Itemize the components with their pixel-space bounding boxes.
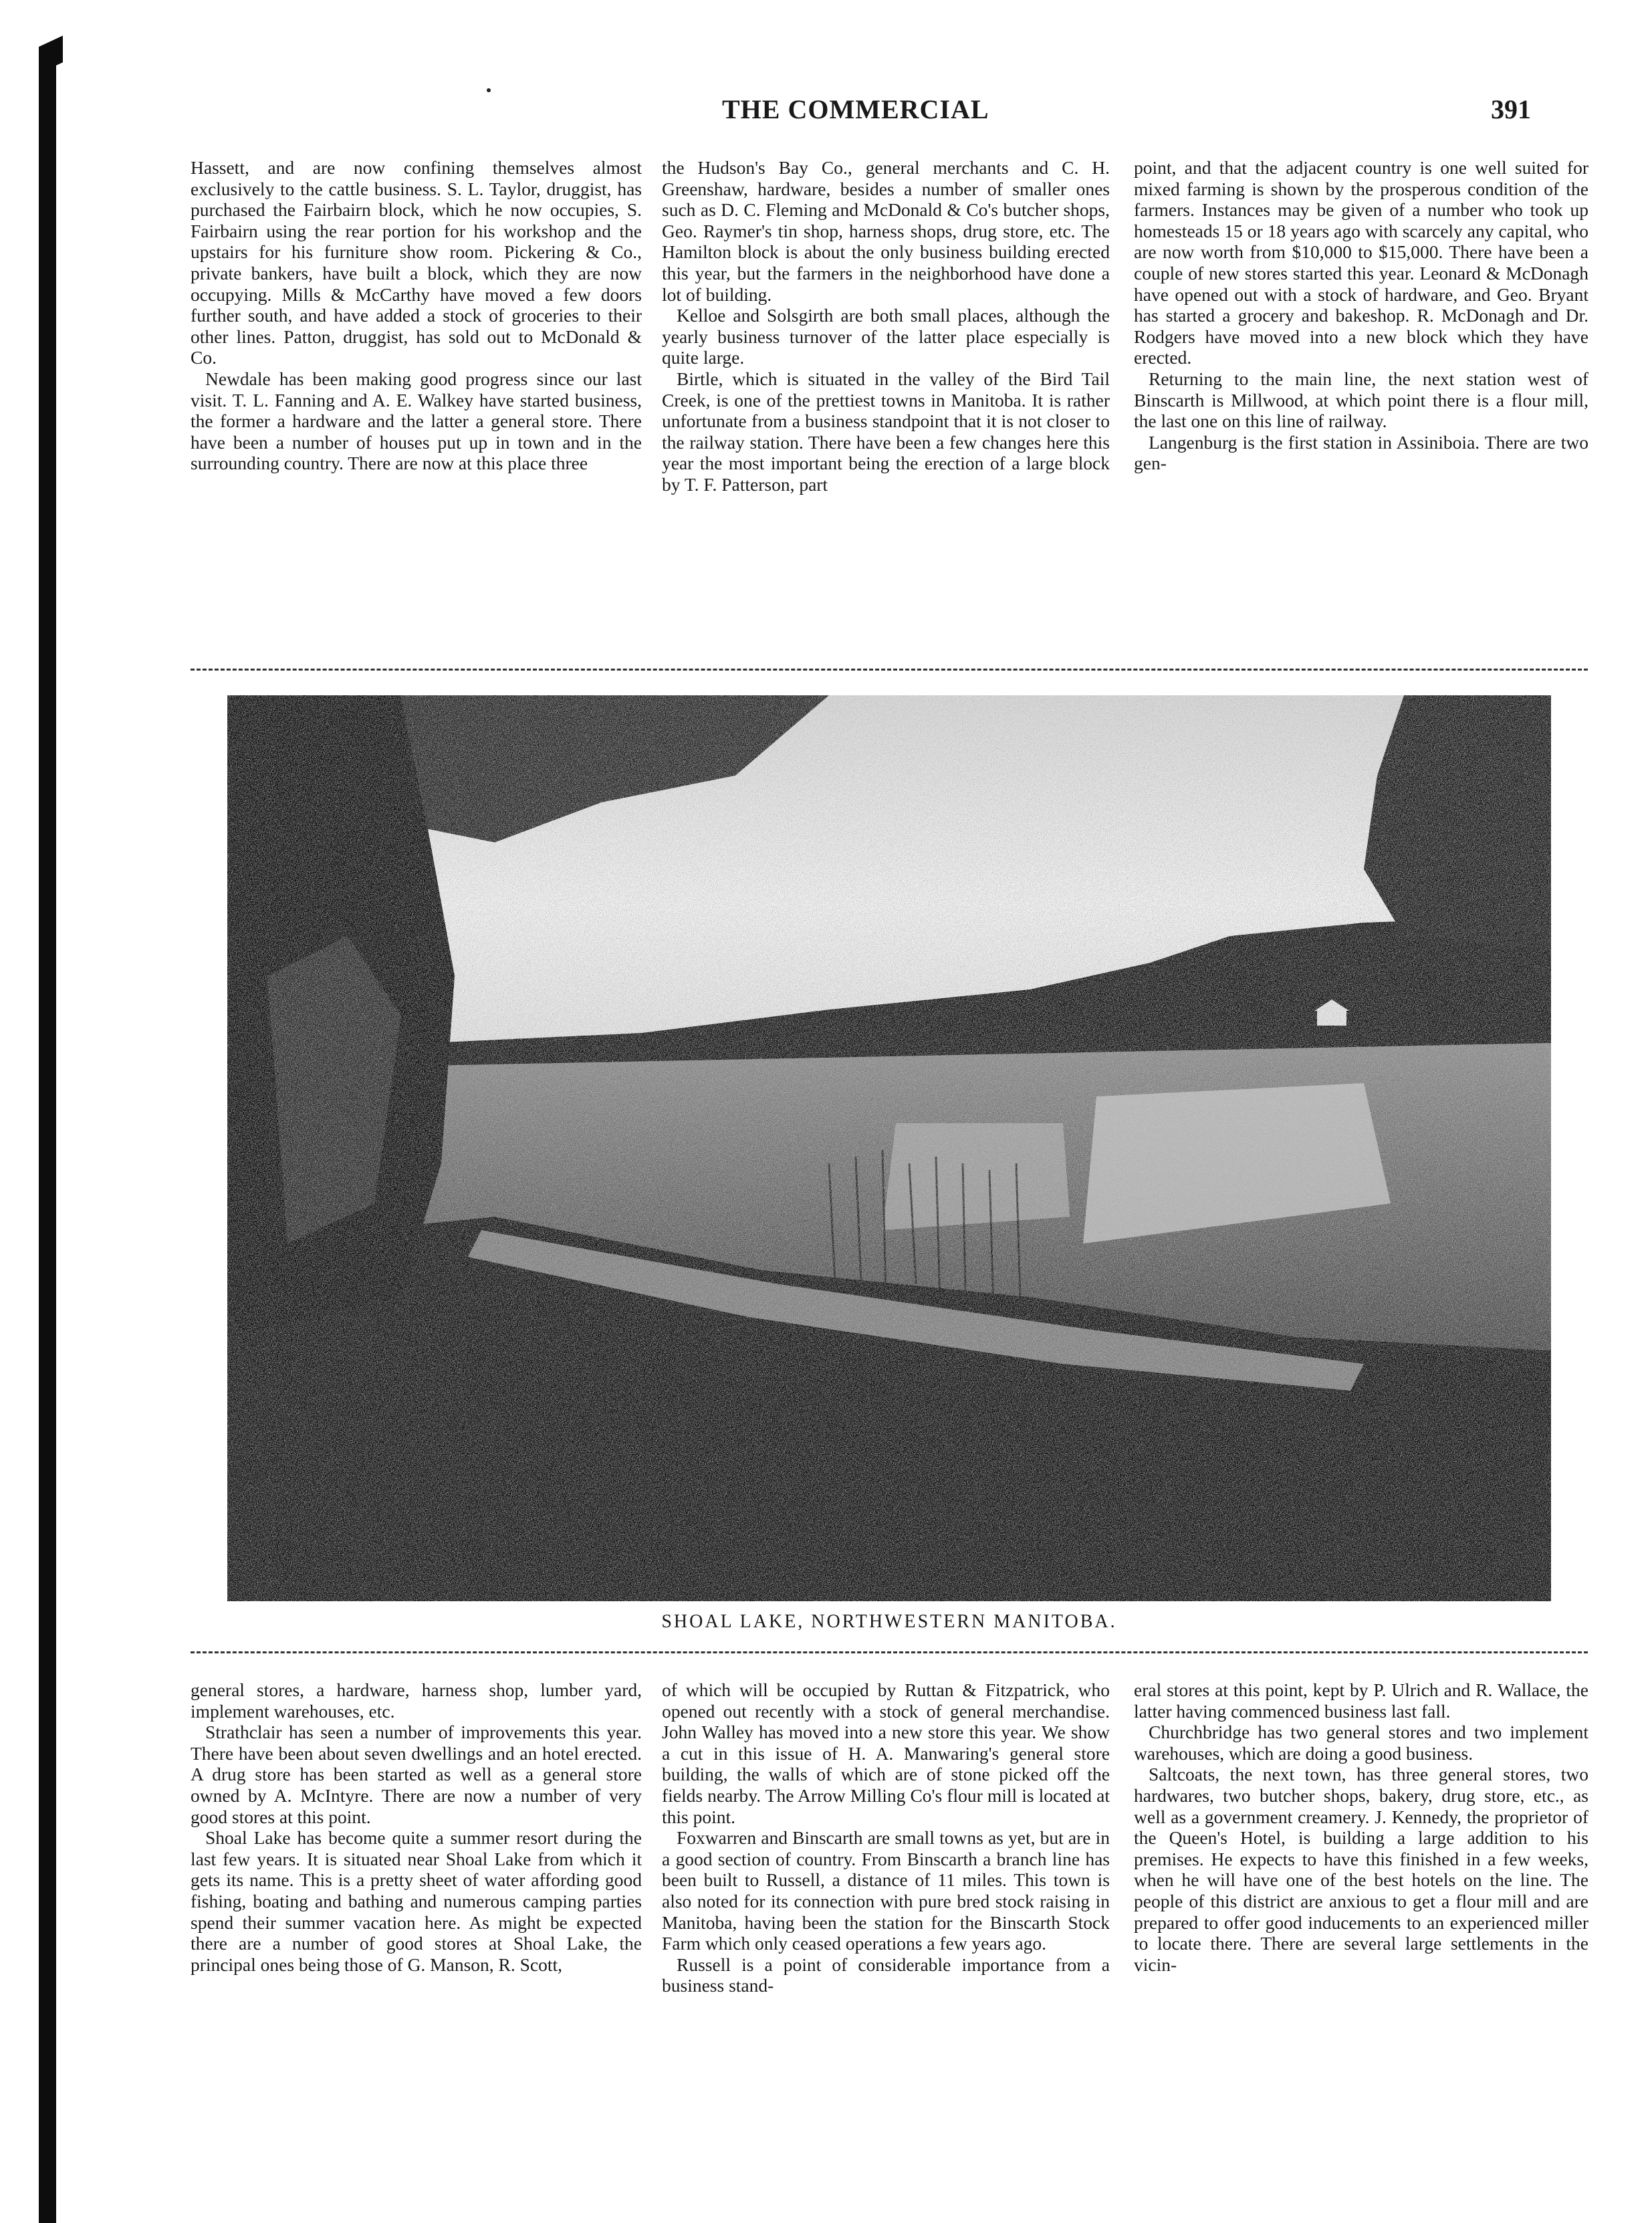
paragraph: Strathclair has seen a number of improvements this year. There have been about seven dwellings and an hotel erected. A drug store has been started as well as a general store owned by A. McIntyre. There are now a number of very good stores at this point. — [191, 1722, 642, 1827]
paragraph: Kelloe and Solsgirth are both small places, although the yearly business turnover of the latter place especially is quite large. — [662, 305, 1110, 368]
paragraph: Newdale has been making good progress since our last visit. T. L. Fanning and A. E. Walkey have started business, the former a hardware and the latter a general store. There have been a number of houses put up in town and in the surrounding country. There are now at this place three — [191, 368, 642, 474]
running-head: THE COMMERCIAL — [722, 94, 989, 124]
paragraph: Foxwarren and Binscarth are small towns as yet, but are in a good section of country. From Binscarth a branch line has been built to Russell, a distance of 11 miles. This town is also noted for its connection with pure bred stock raising in Manitoba, having been the station for the Binscarth Stock Farm which only ceased operations a few years ago. — [662, 1827, 1110, 1954]
bottom-column-1 — [191, 1679, 642, 2208]
paragraph: Shoal Lake has become quite a summer resort during the last few years. It is situated near Shoal Lake from which it gets its name. This is a pretty sheet of water affording good fishing, boating and bathing and numerous camping parties spend their summer vacation here. As might be expected there are a number of good stores at Shoal Lake, the principal ones being those of G. Manson, R. Scott, — [191, 1827, 642, 1975]
bottom-column-3 — [1134, 1679, 1588, 2208]
paragraph: Saltcoats, the next town, has three general stores, two hardwares, two butcher shops, bakery, drug store, etc., as well as a government creamery. J. Kennedy, the proprietor of the Queen's Hotel, is building a large addition to his premises. He expects to have this finished in a few weeks, when he will have one of the best hotels on the line. The people of this district are anxious to get a flour mill and are prepared to offer good inducements to an experienced miller to locate there. There are several large settlements in the vicin- — [1134, 1764, 1588, 1975]
paragraph: of which will be occupied by Ruttan & Fitzpatrick, who opened out recently with a stock of general merchandise. John Walley has moved into a new store this year. We show a cut in this issue of H. A. Manwaring's general store building, the walls of which are of stone picked off the fields nearby. The Arrow Milling Co's flour mill is located at this point. — [662, 1679, 1110, 1827]
paragraph: Birtle, which is situated in the valley of the Bird Tail Creek, is one of the prettiest towns in Manitoba. It is rather unfortunate from a business standpoint that it is not closer to the railway station. There have been a few changes here this year the most important being the erection of a large block by T. F. Patterson, part — [662, 368, 1110, 495]
paragraph: general stores, a hardware, harness shop, lumber yard, implement warehouses, etc. — [191, 1679, 642, 1722]
paragraph: the Hudson's Bay Co., general merchants and C. H. Greenshaw, hardware, besides a number of smaller ones such as D. C. Fleming and McDonald & Co's butcher shops, Geo. Raymer's tin shop, harness shops, drug store, etc. The Hamilton block is about the only business building erected this year, but the farmers in the neighborhood have done a lot of building. — [662, 157, 1110, 305]
paragraph: Returning to the main line, the next station west of Binscarth is Millwood, at which point there is a flour mill, the last one on this line of railway. — [1134, 368, 1588, 432]
paragraph: Langenburg is the first station in Assiniboia. There are two gen- — [1134, 431, 1588, 474]
binding-edge — [39, 47, 56, 2223]
top-column-2 — [662, 157, 1110, 647]
paragraph: point, and that the adjacent country is one well suited for mixed farming is shown by the prosperous condition of the farmers. Instances may be given of a number who took up homesteads 15 or 18 years ago with scarcely any capital, who are now worth from $10,000 to $15,000. There have been a couple of new stores started this year. Leonard & McDonagh have opened out with a stock of hardware, and Geo. Bryant has started a grocery and bakeshop. R. McDonagh and Dr. Rodgers have moved into a new block which they have erected. — [1134, 157, 1588, 368]
lake-photograph — [227, 695, 1551, 1601]
bottom-column-2 — [662, 1679, 1110, 2208]
ink-speck — [487, 88, 491, 92]
column-rule-top — [191, 669, 1588, 671]
column-rule-bottom — [191, 1651, 1588, 1653]
top-column-1 — [191, 157, 642, 647]
paragraph: Hassett, and are now confining themselves almost exclusively to the cattle business. S. L. Taylor, druggist, has purchased the Fairbairn block, which he now occupies, S. Fairbairn using the rear portion for his workshop and the upstairs for his furniture show room. Pickering & Co., private bankers, have built a block, which they are now occupying. Mills & McCarthy have moved a few doors further south, and have added a stock of groceries to their other lines. Patton, druggist, has sold out to McDonald & Co. — [191, 157, 642, 368]
paragraph: eral stores at this point, kept by P. Ulrich and R. Wallace, the latter having commenced business last fall. — [1134, 1679, 1588, 1722]
binding-edge-notch — [39, 35, 63, 74]
paragraph: Russell is a point of considerable importance from a business stand- — [662, 1954, 1110, 1996]
paragraph: Churchbridge has two general stores and two implement warehouses, which are doing a good business. — [1134, 1722, 1588, 1764]
lake-photograph-drawing — [227, 695, 1551, 1601]
top-column-3 — [1134, 157, 1588, 647]
page-number: 391 — [1491, 94, 1531, 124]
photo-caption: SHOAL LAKE, NORTHWESTERN MANITOBA. — [661, 1611, 1117, 1632]
